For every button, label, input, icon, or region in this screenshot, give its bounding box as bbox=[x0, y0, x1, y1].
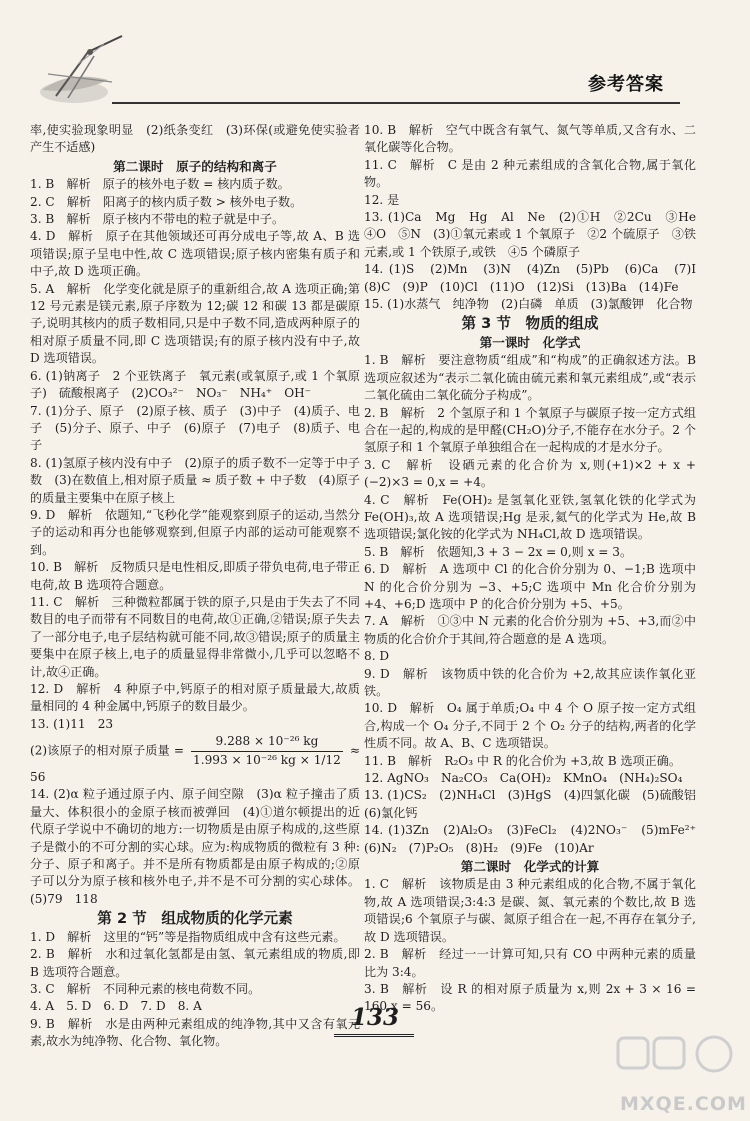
answer-item: 11. C 解析 C 是由 2 种元素组成的含氧化合物,属于氧化物。 bbox=[364, 157, 696, 190]
answer-item: 3. B 解析 原子核内不带电的粒子就是中子。 bbox=[30, 212, 285, 227]
answer-item: 率,使实验现象明显 (2)纸条变红 (3)环保(或避免使实验者产生不适感) bbox=[30, 123, 360, 155]
answer-item: 6. (1)钠离子 2 个亚铁离子 氧元素(或氧原子,或 1 个氧原子) 硫酸根离子 (2)CO₃²⁻ NO₃⁻ NH₄⁺ OH⁻ bbox=[30, 368, 360, 401]
answer-item: 12. AgNO₃ Na₂CO₃ Ca(OH)₂ KMnO₄ (NH₄)₂SO₄ bbox=[364, 771, 683, 786]
page-header bbox=[0, 0, 750, 130]
right-column bbox=[364, 122, 709, 1016]
section-heading: 第 3 节 物质的组成 bbox=[461, 315, 599, 333]
watermark-text: MXQE.COM bbox=[620, 1093, 747, 1115]
answer-item: 3. C 解析 不同种元素的核电荷数不同。 bbox=[30, 981, 261, 996]
page-number: 133 bbox=[350, 1004, 399, 1031]
answer-item: 9. D 解析 依题知,“飞秒化学”能观察到原子的运动,当然分子的运动和再分也能够观察到,但原子内部的运动可能观察不到。 bbox=[30, 507, 360, 557]
answer-item: 14. (1)S (2)Mn (3)N (4)Zn (5)Pb (6)Ca (7)I (8)C (9)P (10)Cl (11)O (12)Si (13)Ba (14)Fe bbox=[364, 262, 709, 294]
fraction-denominator: 1.993 × 10⁻²⁶ kg × 1/12 bbox=[193, 752, 341, 767]
header-title: 参考答案 bbox=[588, 74, 664, 95]
compass-pen-logo-icon bbox=[38, 30, 134, 108]
watermark bbox=[610, 1028, 750, 1121]
answer-item: 10. D 解析 O₄ 属于单质;O₄ 中 4 个 O 原子按一定方式组合,构成一个 O₄ 分子,不同于 2 个 O₂ 分子的结构,两者的化学性质不同。故 A、B、C 选项错误。 bbox=[364, 701, 696, 751]
section-heading: 第 2 节 组成物质的化学元素 bbox=[97, 910, 293, 928]
watermark-badge-icon bbox=[610, 1028, 750, 1094]
left-column bbox=[30, 122, 360, 1051]
formula-result: ≈ 56 bbox=[30, 743, 361, 785]
answer-item: 10. B 解析 反物质只是电性相反,即质子带负电荷,电子带正电荷,故 B 选项符合题意。 bbox=[30, 560, 360, 592]
lesson-heading: 第二课时 化学式的计算 bbox=[460, 859, 600, 875]
answer-item: 4. A 5. D 6. D 7. D 8. A bbox=[30, 999, 202, 1014]
answer-item: 14. (2)α 粒子通过原子内、原子间空隙 (3)α 粒子撞击了质量大、体积很小的金原子核而被弹回 (4)①道尔顿提出的近代原子学说中不确切的地方:一切物质是由原子构成的,这些原子是微小的不可分割的实心球。应为:构成物质的微粒有 3 种:分子、原子和离子。并不是所有物质都是由原子构成的;②原子可以分为原子核和核外电子,并不是不可分割的实心球体。(5)79 118 bbox=[30, 787, 360, 906]
answer-item: 1. B 解析 要注意物质“组成”和“构成”的正确叙述方法。B 选项应叙述为“表示二氧化硫由硫元素和氧元素组成”,或“表示二氧化硫由二氧化硫分子构成”。 bbox=[364, 353, 696, 403]
answer-item: 8. (1)氢原子核内没有中子 (2)原子的质子数不一定等于中子数 (3)在数值上,相对原子质量 ≈ 质子数 + 中子数 (4)原子的质量主要集中在原子核上 bbox=[30, 455, 360, 505]
fraction bbox=[191, 733, 343, 769]
header-rule bbox=[112, 102, 680, 104]
answer-item: 2. B 解析 水和过氧化氢都是由氢、氧元素组成的物质,即 B 选项符合题意。 bbox=[30, 947, 360, 979]
answer-item: 2. B 解析 经过一一计算可知,只有 CO 中两种元素的质量比为 3:4。 bbox=[364, 947, 696, 979]
answer-item: 8. D bbox=[364, 649, 390, 664]
answer-item: 4. C 解析 Fe(OH)₂ 是氢氧化亚铁,氢氧化铁的化学式为 Fe(OH)₃,故 A 选项错误;Hg 是汞,氦气的化学式为 He,故 B 选项错误;氯化铵的化学式为 NH₄Cl,故 D 选项错误。 bbox=[364, 492, 696, 542]
answer-item: 10. B 解析 空气中既含有氧气、氮气等单质,又含有水、二氧化碳等化合物。 bbox=[364, 123, 696, 155]
answer-item: 1. D 解析 这里的“钙”等是指物质组成中含有这些元素。 bbox=[30, 929, 346, 944]
lesson-heading: 第一课时 化学式 bbox=[479, 334, 581, 350]
answer-item: 7. (1)分子、原子 (2)原子核、质子 (3)中子 (4)质子、电子 (5)分子、原子、中子 (6)原子 (7)电子 (8)质子、电子 bbox=[30, 403, 360, 453]
formula-line bbox=[30, 733, 360, 786]
answer-item: 1. C 解析 该物质是由 3 种元素组成的化合物,不属于氧化物,故 A 选项错误;3:4:3 是碳、氮、氧元素的个数比,故 B 选项错误;6 个氧原子与碳、氮原子组合在一起,不再存在氧分子,故 D 选项错误。 bbox=[364, 877, 696, 944]
fraction-numerator: 9.288 × 10⁻²⁶ kg bbox=[191, 733, 343, 751]
answer-item: 3. B 解析 设 R 的相对原子质量为 x,则 2x + 3 × 16 = 160,x = 56。 bbox=[364, 981, 696, 1014]
page-number-underline bbox=[334, 1034, 414, 1037]
answer-item: 12. D 解析 4 种原子中,钙原子的相对原子质量最大,故质量相同的 4 种金属中,钙原子的数目最少。 bbox=[30, 682, 360, 714]
answer-item: 1. B 解析 原子的核外电子数 = 核内质子数。 bbox=[30, 177, 290, 192]
answer-item: 5. A 解析 化学变化就是原子的重新组合,故 A 选项正确;第 12 号元素是镁元素,原子序数为 12;碳 12 和碳 13 都是碳原子,说明其核内的质子数相同,只是中子数不同,造成两种原子的相对原子质量不同,即 C 选项错误;有的原子核内没有中子,故 D 选项错误。 bbox=[30, 281, 360, 366]
answer-item: 15. (1)水蒸气 纯净物 (2)白磷 单质 (3)氯酸钾 化合物 bbox=[364, 297, 693, 312]
answer-item: 12. 是 bbox=[364, 192, 400, 207]
answer-item: 2. C 解析 阳离子的核内质子数 > 核外电子数。 bbox=[30, 194, 303, 209]
answer-item: 9. D 解析 该物质中铁的化合价为 +2,故其应读作氧化亚铁。 bbox=[364, 666, 696, 698]
answer-item: 2. B 解析 2 个氢原子和 1 个氧原子与碳原子按一定方式组合在一起的,构成的是甲醛(CH₂O)分子,不能存在水分子。2 个氢原子和 1 个氧原子单独组合在一起构成的才是水分子。 bbox=[364, 405, 696, 455]
answer-item: 7. A 解析 ①③中 N 元素的化合价分别为 +5、+3,而②中物质的化合价介于其间,符合题意的是 A 选项。 bbox=[364, 614, 696, 646]
formula-prefix: (2)该原子的相对原子质量 = bbox=[30, 743, 189, 758]
lesson-heading: 第二课时 原子的结构和离子 bbox=[113, 158, 277, 174]
answer-item: 9. B 解析 水是由两种元素组成的纯净物,其中又含有氧元素,故水为纯净物、化合物、氧化物。 bbox=[30, 1016, 360, 1049]
answer-item: 11. C 解析 三种微粒都属于铁的原子,只是由于失去了不同数目的电子而带有不同数目的电荷,故①正确,②错误;原子失去了一部分电子,电子层结构就可能不同,故③错误;原子的质量主要集中在原子核上,电子的质量显得非常微小,几乎可以忽略不计,故④正确。 bbox=[30, 594, 360, 679]
answer-item: 13. (1)CS₂ (2)NH₄Cl (3)HgS (4)四氯化碳 (5)硫酸铝 (6)氯化钙 bbox=[364, 788, 709, 820]
answer-item: 13. (1)Ca Mg Hg Al Ne (2)①H ②2Cu ③He ④O ⑤N (3)①氧元素或 1 个氧原子 ②2 个硫原子 ③铁元素,或 1 个铁原子,或铁 ④5 个磷原子 bbox=[364, 210, 709, 259]
answer-item: 13. (1)11 23 bbox=[30, 716, 114, 731]
answer-item: 4. D 解析 原子在其他领域还可再分成电子等,故 A、B 选项错误;原子呈电中性,故 C 选项错误;原子核内密集有质子和中子,故 D 选项正确。 bbox=[30, 229, 360, 279]
answer-item: 5. B 解析 依题知,3 + 3 − 2x = 0,则 x = 3。 bbox=[364, 544, 633, 559]
answer-item: 3. C 解析 设硒元素的化合价为 x,则(+1)×2 + x + (−2)×3 = 0,x = +4。 bbox=[364, 457, 696, 490]
answer-item: 11. B 解析 R₂O₃ 中 R 的化合价为 +3,故 B 选项正确。 bbox=[364, 753, 681, 768]
answer-item: 6. D 解析 A 选项中 Cl 的化合价分别为 0、−1;B 选项中 N 的化合价分别为 −3、+5;C 选项中 Mn 化合价分别为 +4、+6;D 选项中 P 的化合价分别为 +5、+5。 bbox=[364, 562, 696, 611]
answer-item: 14. (1)3Zn (2)Al₂O₃ (3)FeCl₂ (4)2NO₃⁻ (5)mFe²⁺ (6)N₂ (7)P₂O₅ (8)H₂ (9)Fe (10)Ar bbox=[364, 823, 709, 855]
